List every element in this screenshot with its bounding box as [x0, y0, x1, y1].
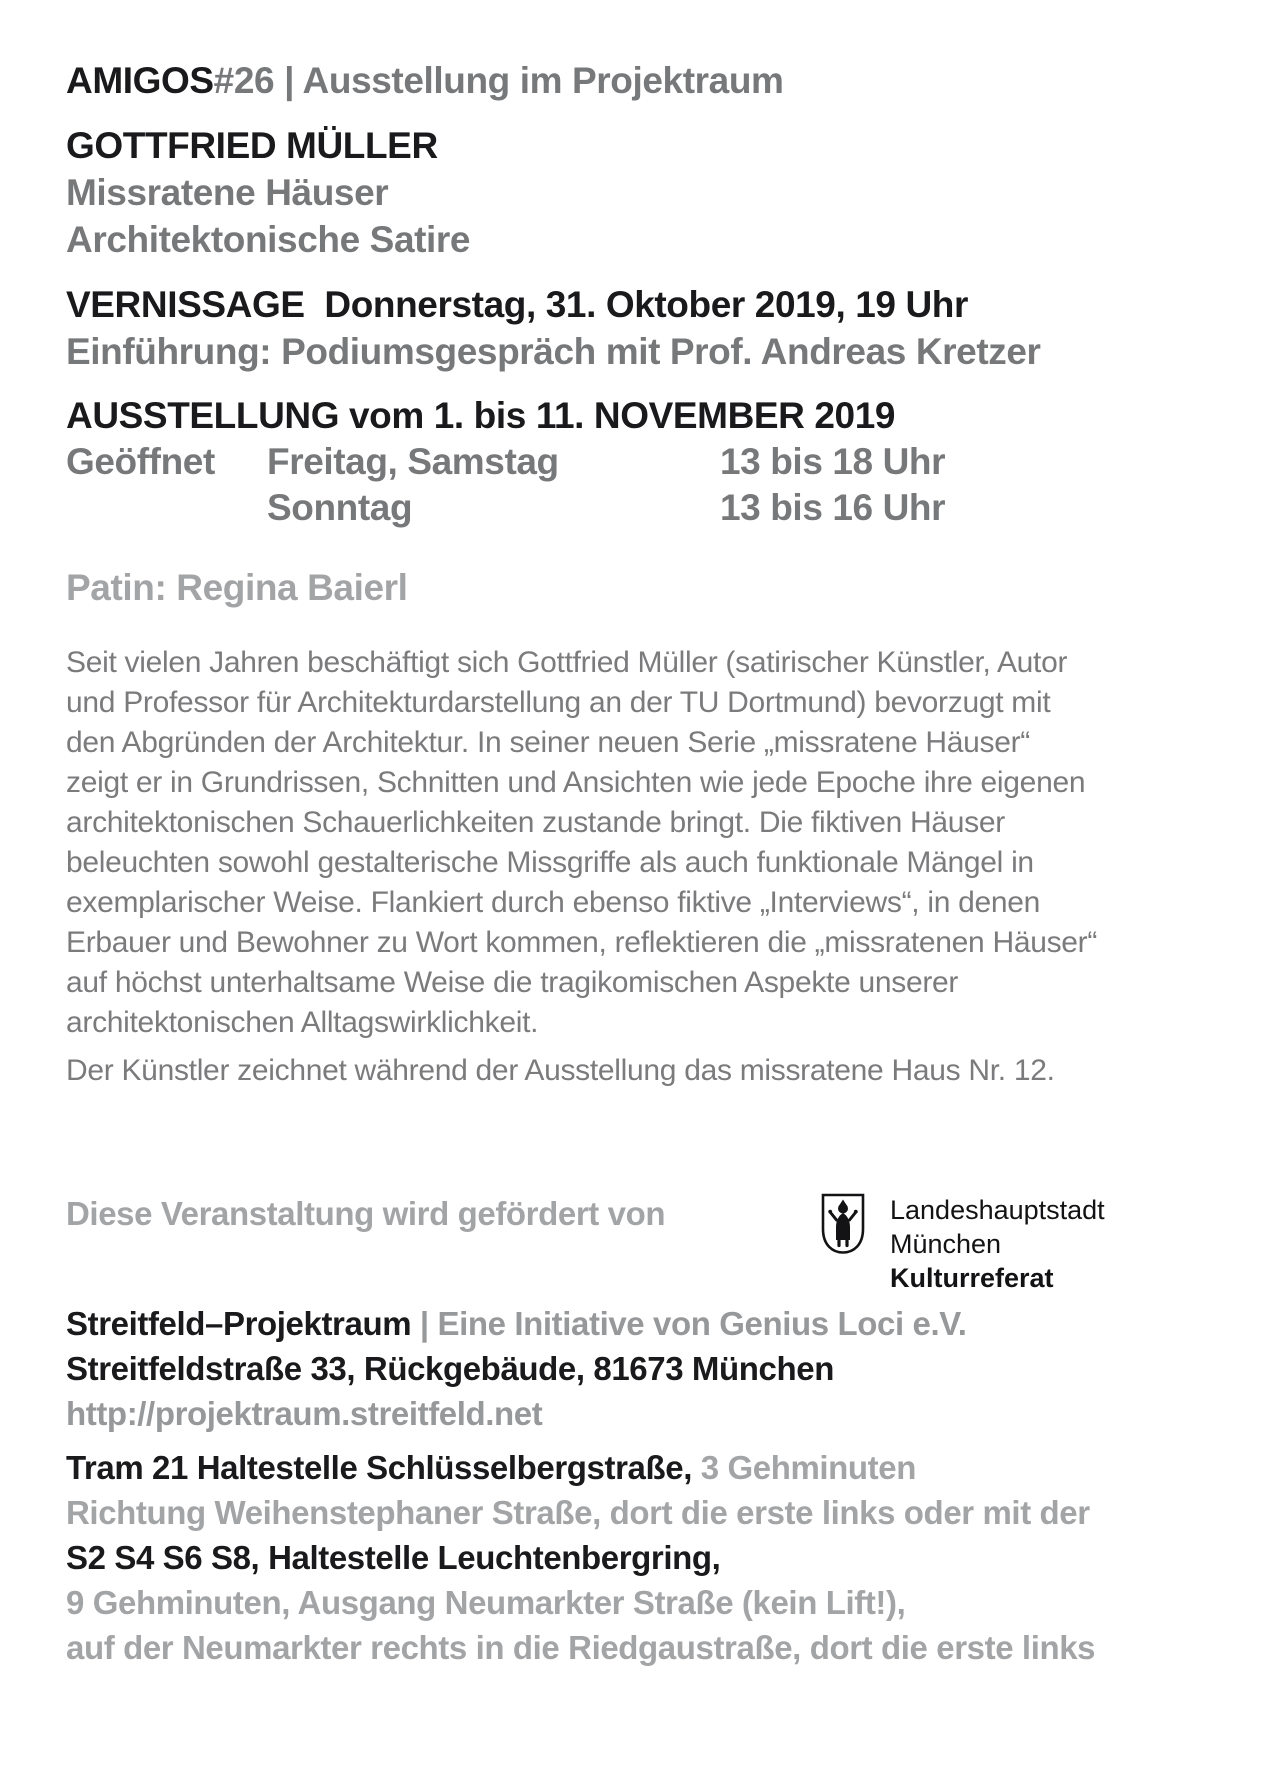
munich-logo-text [890, 1193, 1105, 1295]
muenchner-kindl-crest-icon [820, 1193, 866, 1255]
directions-line [66, 1535, 1198, 1580]
opening-days: Freitag, Samstag [267, 441, 559, 482]
description-line: Erbauer und Bewohner zu Wort kommen, reflektieren die „missratenen Häuser“ [66, 926, 1098, 959]
series-title: Missratene Häuser [66, 172, 389, 213]
opening-time: 13 bis 18 Uhr [720, 441, 946, 482]
description-line: zeigt er in Grundrissen, Schnitten und Ansichten wie jede Epoche ihre eigenen [66, 766, 1086, 799]
text-segment: 3 Gehminuten [700, 1449, 916, 1486]
directions-block [66, 1445, 1198, 1670]
description-line: den Abgründen der Architektur. In seiner neuen Serie „missratene Häuser“ [66, 726, 1030, 759]
munich-logo-line3: Kulturreferat [890, 1263, 1054, 1293]
description-line: auf höchst unterhaltsame Weise die tragikomischen Aspekte unserer [66, 966, 959, 999]
description-paragraph [66, 643, 1198, 1043]
text-segment: Richtung Weihenstephaner Straße, dort die erste links oder mit der [66, 1494, 1090, 1531]
opening-hours-row [66, 439, 1198, 485]
description-line: beleuchten sowohl gestalterische Missgriffe als auch funktionale Mängel in [66, 846, 1034, 879]
exhibition-dates-line: AUSSTELLUNG vom 1. bis 11. NOVEMBER 2019 [66, 395, 896, 436]
munich-logo-line1: Landeshauptstadt [890, 1195, 1105, 1225]
description-line: exemplarischer Weise. Flankiert durch ebenso fiktive „Interviews“, in denen [66, 886, 1041, 919]
vernissage-block [66, 281, 1198, 375]
opening-time: 13 bis 16 Uhr [720, 487, 946, 528]
directions-line [66, 1490, 1198, 1535]
series-subtitle: Architektonische Satire [66, 219, 471, 260]
patron-line: Patin: Regina Baierl [66, 567, 408, 608]
opening-hours-label-spacer [66, 485, 267, 531]
munich-city-logo [820, 1193, 1105, 1295]
description-line: architektonischen Schauerlichkeiten zustande bringt. Die fiktiven Häuser [66, 806, 1005, 839]
text-segment: auf der Neumarkter rechts in die Riedgaustraße, dort die erste links [66, 1629, 1096, 1666]
website-url[interactable]: http://projektraum.streitfeld.net [66, 1395, 543, 1432]
flyer-title [66, 58, 1198, 104]
venue-address-line: Streitfeldstraße 33, Rückgebäude, 81673 München [66, 1350, 834, 1387]
text-segment: | Eine Initiative von Genius Loci e.V. [419, 1305, 967, 1342]
text-segment: AMIGOS [66, 60, 214, 101]
venue-block [66, 1301, 1198, 1436]
opening-hours-label: Geöffnet [66, 441, 215, 482]
opening-hours-row [66, 485, 1198, 531]
sponsor-section [66, 1193, 1198, 1297]
description-line: und Professor für Architekturdarstellung an der TU Dortmund) bevorzugt mit [66, 686, 1051, 719]
text-segment: #26 | Ausstellung im Projektraum [213, 60, 784, 101]
text-segment: Tram 21 Haltestelle Schlüsselbergstraße, [66, 1449, 701, 1486]
artist-note-line: Der Künstler zeichnet während der Ausstellung das missratene Haus Nr. 12. [66, 1054, 1055, 1087]
venue-name-line [66, 1301, 1198, 1346]
text-segment: 9 Gehminuten, Ausgang Neumarkter Straße (kein Lift!), [66, 1584, 906, 1621]
intro-line: Einführung: Podiumsgespräch mit Prof. Andreas Kretzer [66, 331, 1041, 372]
vernissage-line: VERNISSAGE Donnerstag, 31. Oktober 2019, 19 Uhr [66, 284, 968, 325]
sponsor-label: Diese Veranstaltung wird gefördert von [66, 1195, 666, 1232]
directions-line [66, 1445, 1198, 1490]
directions-line [66, 1580, 1198, 1625]
exhibition-block [66, 392, 1198, 531]
munich-logo-line2: München [890, 1229, 1002, 1259]
artist-block [66, 122, 1198, 263]
opening-hours-table [66, 439, 1198, 531]
description-line: architektonischen Alltagswirklichkeit. [66, 1006, 539, 1039]
text-segment: S2 S4 S6 S8, Haltestelle Leuchtenbergring, [66, 1539, 721, 1576]
description-line: Seit vielen Jahren beschäftigt sich Gottfried Müller (satirischer Künstler, Autor [66, 646, 1068, 679]
artist-name: GOTTFRIED MÜLLER [66, 125, 438, 166]
directions-line [66, 1625, 1198, 1670]
opening-days: Sonntag [267, 487, 413, 528]
text-segment: Streitfeld–Projektraum [66, 1305, 420, 1342]
